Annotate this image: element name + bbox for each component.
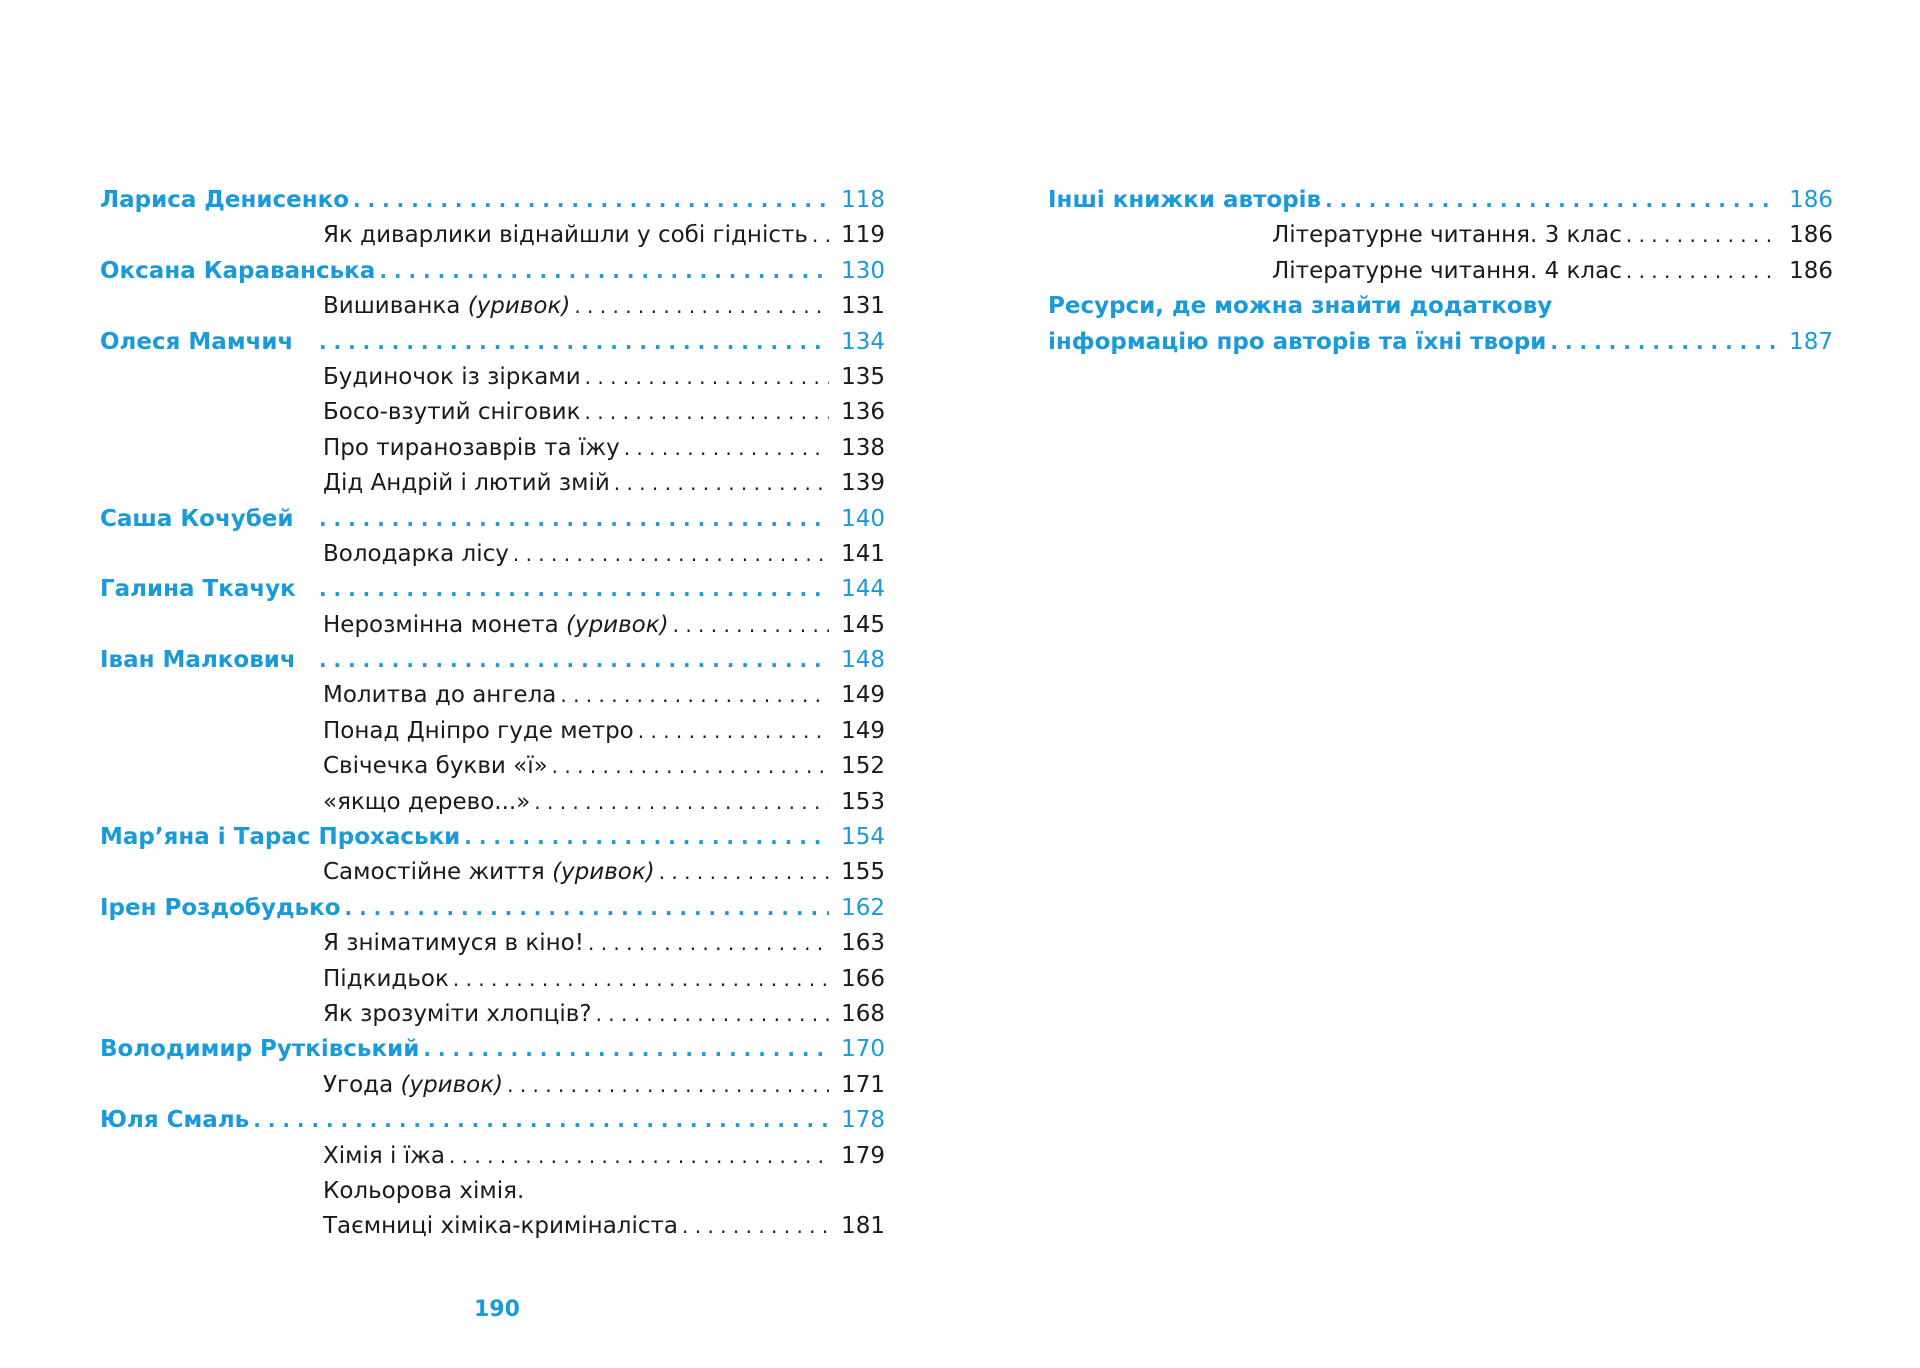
entry-text: Вишиванка [323,293,468,320]
entry-text: Будиночок із зірками [323,363,581,390]
toc-work-entry[interactable] [323,785,885,820]
toc-work-entry[interactable] [323,218,885,253]
work-title [323,855,655,890]
dot-leader [552,749,829,784]
work-title [323,466,610,501]
work-title [323,1139,445,1174]
dot-leader [353,183,829,218]
page-ref: 131 [841,293,885,320]
page-ref: 163 [841,930,885,957]
toc-work-entry[interactable] [323,1068,885,1103]
page-ref: 186 [1789,222,1833,249]
dot-leader [1626,218,1777,253]
page-ref: 166 [841,965,885,992]
dot-leader [513,537,829,572]
page-ref: 148 [841,647,885,674]
author-name [100,502,315,537]
dot-leader [588,926,829,961]
entry-text: Дід Андрій і лютий змій [323,470,610,497]
dot-leader [812,218,829,253]
dot-leader [464,820,829,855]
work-title [323,749,548,784]
toc-work-entry[interactable] [323,1174,885,1209]
entry-text: Оксана Караванська [100,257,376,284]
toc-author-entry[interactable] [100,572,885,607]
page-ref: 186 [1789,187,1833,213]
author-name [100,891,341,926]
toc-work-entry[interactable] [323,997,885,1032]
toc-work-entry[interactable] [323,466,885,501]
page-ref: 152 [841,753,885,780]
entry-text: Таємниці хіміка-криміналіста [323,1213,679,1240]
toc-work-entry[interactable] [323,537,885,572]
dot-leader [319,572,829,607]
page-ref: 130 [841,257,885,284]
toc-work-entry[interactable] [323,608,885,643]
work-title [323,431,620,466]
entry-text: Літературне читання. 3 клас [1272,222,1622,249]
page-ref: 178 [841,1107,885,1134]
entry-note: (уривок) [400,1071,504,1098]
work-title [323,962,449,997]
toc-work-entry[interactable] [323,1209,885,1244]
toc-work-entry[interactable] [323,678,885,713]
entry-text: Літературне читання. 4 клас [1272,257,1622,284]
toc-work-entry[interactable] [323,714,885,749]
dot-leader [253,1103,829,1138]
author-name [100,1032,419,1067]
dot-leader [585,395,830,430]
toc-right-column [1048,183,1833,360]
page-ref: 118 [841,187,885,213]
page-ref: 153 [841,788,885,815]
toc-author-entry[interactable] [100,183,885,218]
entry-text: Угода [323,1071,401,1098]
dot-leader [379,254,829,289]
dot-leader [534,785,829,820]
dot-leader [585,360,829,395]
page-ref: 136 [841,399,885,426]
work-title [323,1209,678,1244]
toc-work-entry[interactable] [323,962,885,997]
page-ref: 186 [1789,257,1833,284]
author-name [100,325,315,360]
entry-text: Мар’яна і Тарас Прохаськи [100,824,461,851]
dot-leader [596,997,829,1032]
dot-leader [345,891,829,926]
dot-leader [319,643,829,678]
page-ref: 139 [841,470,885,497]
author-name [100,820,460,855]
author-name [100,1103,249,1138]
entry-text: Ресурси, де можна знайти додаткову [1048,293,1553,320]
entry-text: Хімія і їжа [323,1142,445,1169]
work-title [323,785,530,820]
entry-note: (уривок) [467,293,571,320]
dot-leader [614,466,829,501]
entry-text: Ірен Роздобудько [100,894,341,921]
entry-text: Лариса Денисенко [100,187,349,213]
entry-text: «якщо дерево...» [323,788,531,815]
dot-leader [319,502,829,537]
page-ref: 135 [841,363,885,390]
entry-text: Саша Кочубей [100,505,294,532]
page-ref: 140 [841,505,885,532]
toc-work-entry[interactable] [323,926,885,961]
dot-leader [682,1209,829,1244]
dot-leader [560,678,829,713]
author-name [1048,289,1552,324]
work-title [323,395,581,430]
toc-author-entry[interactable] [100,643,885,678]
page-ref: 134 [841,328,885,355]
author-name [100,572,315,607]
work-title [323,608,669,643]
author-name [100,643,315,678]
page-ref: 179 [841,1142,885,1169]
dot-leader [1550,325,1777,360]
toc-work-entry[interactable] [323,1139,885,1174]
work-title [323,714,634,749]
entry-text: Юля Смаль [100,1107,250,1134]
author-name [100,254,375,289]
entry-text: Про тиранозаврів та їжу [323,434,620,461]
dot-leader [673,608,829,643]
entry-text: Підкидьок [323,965,449,992]
dot-leader [453,962,829,997]
toc-author-entry[interactable] [100,1032,885,1067]
toc-author-entry[interactable] [1048,289,1833,324]
entry-text: інформацію про авторів та їхні твори [1048,328,1547,355]
dot-leader [423,1032,829,1067]
work-title [323,360,581,395]
toc-work-entry[interactable] [1272,254,1833,289]
page-ref: 119 [841,222,885,249]
page-ref: 181 [841,1213,885,1240]
toc-author-entry[interactable] [100,820,885,855]
page-ref: 170 [841,1036,885,1063]
entry-text: Молитва до ангела [323,682,557,709]
entry-text: Володарка лісу [323,540,509,567]
dot-leader [638,714,829,749]
entry-text: Понад Дніпро гуде метро [323,717,634,744]
page-ref: 162 [841,894,885,921]
dot-leader [449,1139,829,1174]
work-title [1272,254,1622,289]
entry-text: Нерозмінна монета [323,611,566,638]
dot-leader [574,289,829,324]
author-name [1048,325,1546,360]
entry-note: (уривок) [552,859,655,886]
toc-author-entry[interactable] [100,325,885,360]
work-title [323,537,509,572]
page-ref: 138 [841,434,885,461]
dot-leader [659,855,829,890]
dot-leader [1626,254,1777,289]
entry-note: (уривок) [565,611,669,638]
toc-work-entry[interactable] [1272,218,1833,253]
toc-left-column [100,183,885,1245]
dot-leader [624,431,829,466]
page-ref: 144 [841,576,885,603]
toc-author-entry[interactable] [1048,183,1833,218]
page-ref: 149 [841,682,885,709]
dot-leader [1325,183,1777,218]
toc-work-entry[interactable] [323,395,885,430]
toc-work-entry[interactable] [323,360,885,395]
dot-leader [507,1068,829,1103]
entry-text: Володимир Рутківський [100,1036,420,1063]
toc-author-entry[interactable] [100,1103,885,1138]
page-number: 190 [474,1297,520,1322]
page-ref: 141 [841,540,885,567]
entry-text: Босо-взутий сніговик [323,399,581,426]
page-ref: 187 [1789,328,1833,355]
page-ref: 155 [841,859,885,886]
toc-work-entry[interactable] [323,749,885,784]
page-ref: 154 [841,824,885,851]
toc-work-entry[interactable] [323,289,885,324]
work-title [323,997,592,1032]
work-title [323,218,808,253]
page-ref: 145 [841,611,885,638]
entry-text: Як диварлики віднайшли у собі гідність [323,222,808,249]
toc-author-entry[interactable] [100,254,885,289]
work-title [1272,218,1622,253]
entry-text: Олеся Мамчич [100,328,294,355]
entry-text: Галина Ткачук [100,576,296,603]
entry-text: Я зніматимуся в кіно! [323,930,584,957]
toc-author-entry[interactable] [100,891,885,926]
entry-text: Як зрозуміти хлопців? [323,1000,592,1027]
entry-text: Інші книжки авторів [1048,187,1322,213]
work-title [323,678,556,713]
entry-text: Кольорова хімія. [323,1177,525,1204]
toc-author-entry[interactable] [1048,325,1833,360]
toc-author-entry[interactable] [100,502,885,537]
toc-work-entry[interactable] [323,431,885,466]
page-ref: 168 [841,1000,885,1027]
toc-work-entry[interactable] [323,855,885,890]
work-title [323,926,584,961]
page-ref: 171 [841,1071,885,1098]
entry-text: Самостійне життя [323,859,553,886]
author-name [100,183,349,218]
work-title [323,1068,503,1103]
dot-leader [319,325,829,360]
page-ref: 149 [841,717,885,744]
author-name [1048,183,1321,218]
entry-text: Іван Малкович [100,647,296,674]
entry-text: Свічечка букви «ї» [323,753,548,780]
work-title [323,289,570,324]
work-title [323,1174,524,1209]
